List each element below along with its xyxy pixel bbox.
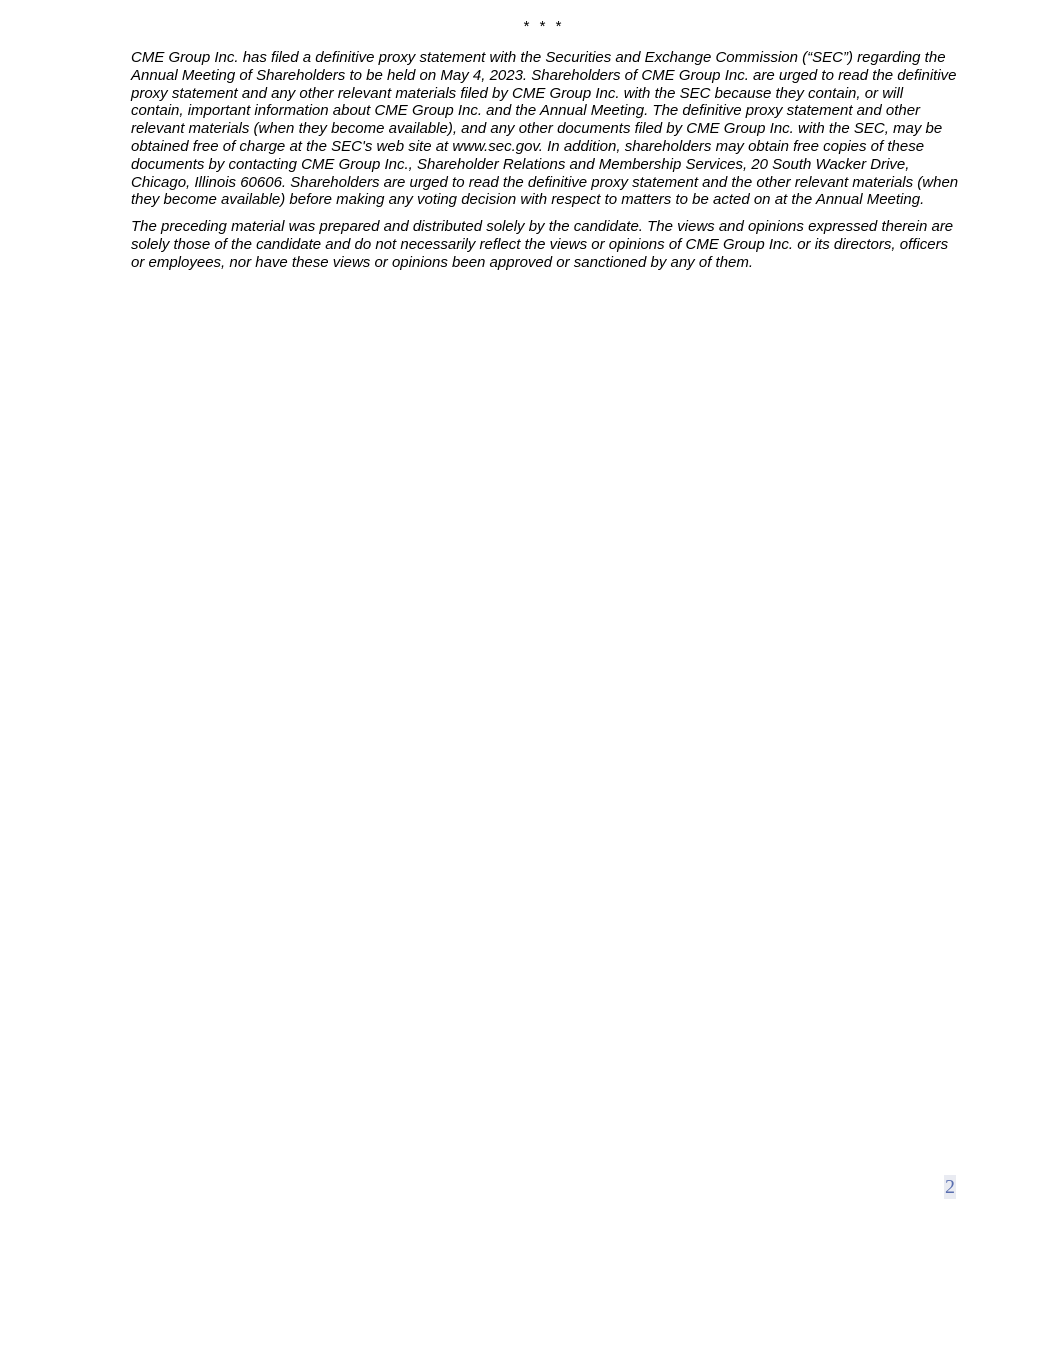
section-separator: * * *	[523, 18, 562, 35]
candidate-disclaimer-paragraph: The preceding material was prepared and distributed solely by the candidate. The views and opinions expressed therein are solely those of the candidate and do not necessarily reflect the views or opinions of CME Group Inc. or its directors, officers or employees, nor have these views or opinions been approved or sanctioned by any of them.	[131, 218, 954, 271]
proxy-statement-paragraph: CME Group Inc. has filed a definitive proxy statement with the Securities and Exchange Commission (“SEC”) regarding the Annual Meeting of Shareholders to be held on May 4, 2023. Shareholders of CME Group Inc. are urged to read the definitive proxy statement and any other relevant materials filed by CME Group Inc. with the SEC because they contain, or will contain, important information about CME Group Inc. and the Annual Meeting. The definitive proxy statement and other relevant materials (when they become available), and any other documents filed by CME Group Inc. with the SEC, may be obtained free of charge at the SEC's web site at www.sec.gov. In addition, shareholders may obtain free copies of these documents by contacting CME Group Inc., Shareholder Relations and Membership Services, 20 South Wacker Drive, Chicago, Illinois 60606. Shareholders are urged to read the definitive proxy statement and the other relevant materials (when they become available) before making any voting decision with respect to matters to be acted on at the Annual Meeting.	[131, 49, 959, 209]
disclaimer-body	[131, 49, 959, 281]
page-number: 2	[945, 1176, 955, 1198]
